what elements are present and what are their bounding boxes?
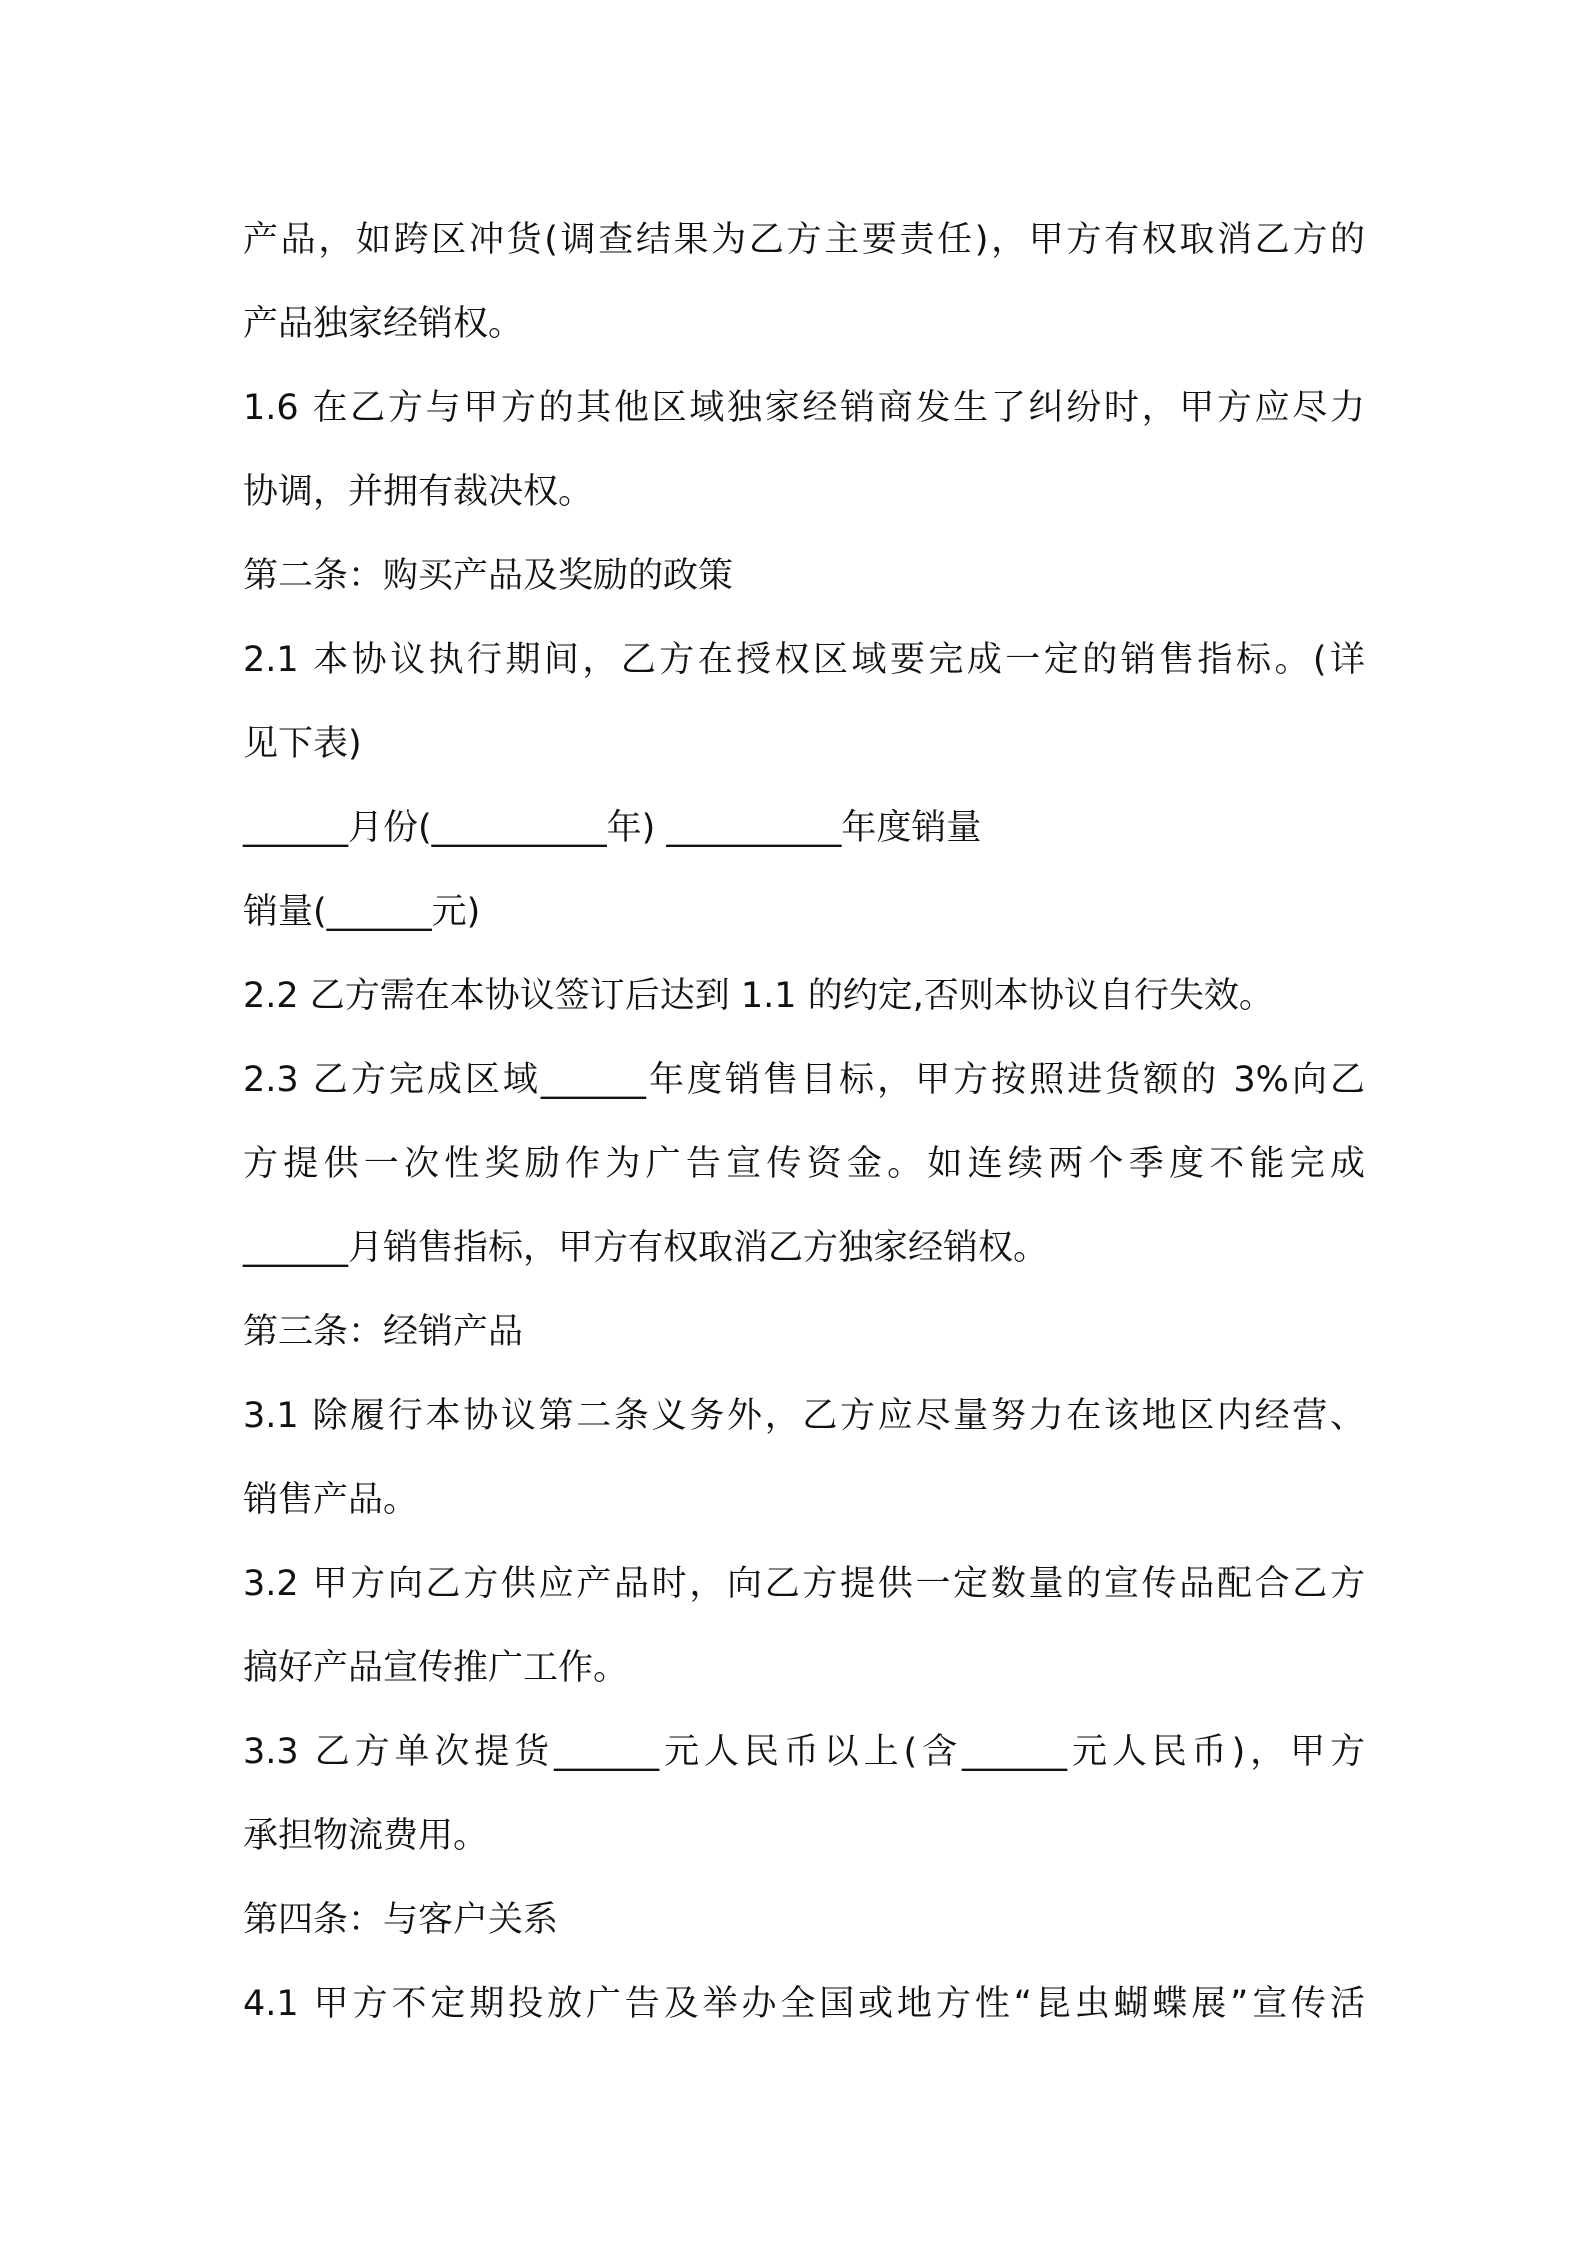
text-line: 产品，如跨区冲货(调查结果为乙方主要责任)，甲方有权取消乙方的	[243, 220, 1365, 260]
text-line: 销量(______元)	[243, 892, 481, 932]
text-line: 4.1 甲方不定期投放广告及举办全国或地方性“昆虫蝴蝶展”宣传活	[243, 1984, 1365, 2024]
text-line: 见下表)	[243, 724, 362, 764]
text-line: 方提供一次性奖励作为广告宣传资金。如连续两个季度不能完成	[243, 1144, 1365, 1184]
text-line: 2.2 乙方需在本协议签订后达到 1.1 的约定,否则本协议自行失效。	[243, 976, 1274, 1016]
text-line: 2.1 本协议执行期间，乙方在授权区域要完成一定的销售指标。(详	[243, 640, 1365, 680]
text-line: 销售产品。	[243, 1480, 419, 1520]
section-heading: 第四条：与客户关系	[243, 1900, 559, 1940]
text-line: 搞好产品宣传推广工作。	[243, 1648, 629, 1688]
text-line: 3.3 乙方单次提货______元人民币以上(含______元人民币)，甲方	[243, 1732, 1365, 1772]
text-line: 协调，并拥有裁决权。	[243, 472, 594, 512]
text-line: ______月份(__________年) __________年度销量	[243, 808, 982, 848]
text-line: 3.1 除履行本协议第二条义务外，乙方应尽量努力在该地区内经营、	[243, 1396, 1365, 1436]
text-line: 3.2 甲方向乙方供应产品时，向乙方提供一定数量的宣传品配合乙方	[243, 1564, 1365, 1604]
text-line: ______月销售指标，甲方有权取消乙方独家经销权。	[243, 1228, 1049, 1268]
text-line: 承担物流费用。	[243, 1816, 489, 1856]
section-heading: 第三条：经销产品	[243, 1312, 524, 1352]
section-heading: 第二条：购买产品及奖励的政策	[243, 556, 734, 596]
text-line: 1.6 在乙方与甲方的其他区域独家经销商发生了纠纷时，甲方应尽力	[243, 388, 1365, 428]
document-body	[243, 198, 1365, 2046]
text-line: 2.3 乙方完成区域______年度销售目标，甲方按照进货额的 3%向乙	[243, 1060, 1365, 1100]
text-line: 产品独家经销权。	[243, 304, 524, 344]
